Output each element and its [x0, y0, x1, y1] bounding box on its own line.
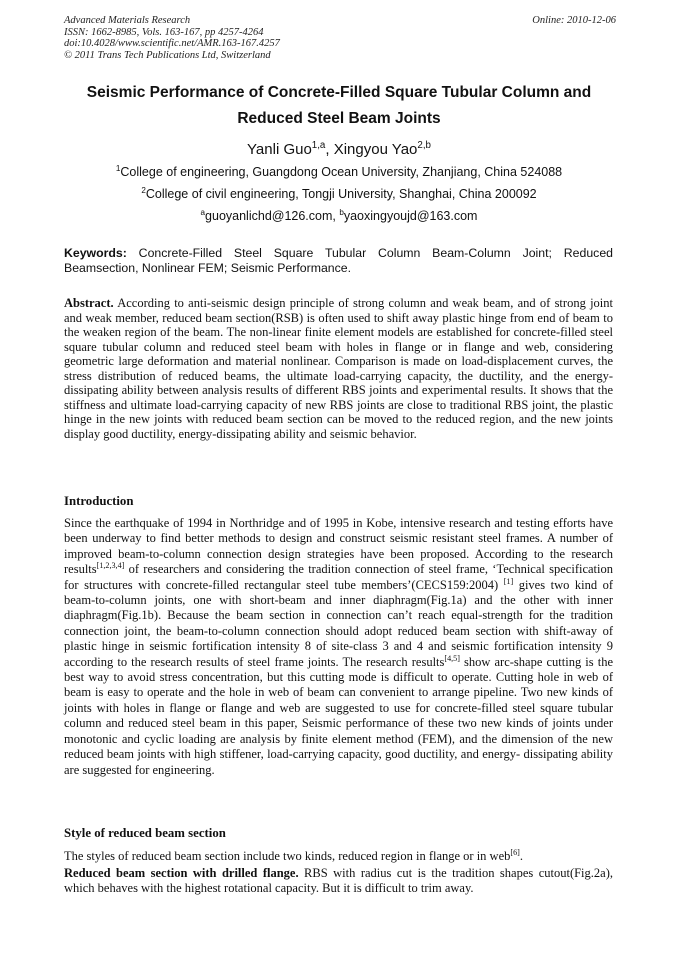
- intro-text-1: Since the earthquake of 1994 in Northridge and of 1995 in Kobe, intensive research and testing efforts have been underway to find better methods to design and construct seismic resistant steel frames. A number of improved beam-to-column connection design strategies have been proposed. According to the research results: [64, 516, 613, 577]
- affiliation-2: [40, 186, 638, 202]
- email-a-sup: a: [200, 207, 206, 217]
- journal-header: [64, 15, 616, 61]
- affiliation-2-sup: 2: [141, 185, 146, 195]
- author-list: [40, 140, 638, 160]
- style-text-1-end: .: [519, 849, 523, 863]
- paper-title: [40, 80, 638, 132]
- intro-ref-2: [1]: [503, 576, 514, 586]
- author-1-sup: 1,a: [311, 140, 326, 151]
- author-1: Yanli Guo: [247, 141, 312, 158]
- author-2-sup: 2,b: [417, 140, 431, 151]
- author-separator: ,: [325, 141, 334, 158]
- style-text-2: RBS with radius cut is the tradition shapes cutout(Fig.2a), which behaves with the highest rotational capacity. But it is difficult to trim away.: [64, 866, 613, 896]
- abstract-text: According to anti-seismic design principle of strong column and weak beam, and of strong joint and weak member, reduced beam section(RSB) is often used to shift away plastic hinge from end of beam to the weaken region of the beam. The non-linear finite element models are established for concrete-filled steel square tubular column and reduced steel beam with holes in flange or in flange and web, considering geometric large deformation and material nonlinear. Comparison is made on load-displacement curves, the stress distribution of reduced beams, the ultimate load-carrying capacity, the ductility, and the energy-dissipating ability between analysis results of different RBS joints and experimental results. It shows that the stiffness and ultimate load-carrying capacity of new RBS joints are close to traditional RBS joint, the plastic hinge in the new joints with reduced beam section can be moved to the reduced region, and the new joints display good ductility, energy-dissipating ability and seismic behavior.: [64, 296, 613, 441]
- affiliation-1-sup: 1: [115, 163, 121, 173]
- intro-ref-1: [1,2,3,4]: [96, 561, 125, 571]
- style-text-1: The styles of reduced beam section include two kinds, reduced region in flange or in web: [64, 849, 511, 863]
- keywords-block: [64, 246, 613, 275]
- email-b: yaoxingyoujd@163.com: [343, 209, 478, 223]
- intro-ref-3: [4,5]: [444, 653, 460, 663]
- copyright-line: © 2011 Trans Tech Publications Ltd, Switzerland: [64, 49, 271, 61]
- author-2: Xingyou Yao: [333, 141, 418, 158]
- email-b-sup: b: [339, 207, 344, 217]
- style-paragraph-1: [64, 849, 613, 864]
- keywords-label: Keywords:: [64, 246, 127, 260]
- affiliation-1: [40, 164, 638, 180]
- style-paragraph-2: [64, 866, 613, 897]
- introduction-heading: Introduction: [64, 494, 134, 508]
- online-date: Online: 2010-12-06: [532, 15, 616, 26]
- style-paragraph-2-lead: Reduced beam section with drilled flange.: [64, 866, 299, 880]
- email-a: guoyanlichd@126.com,: [205, 209, 340, 223]
- abstract-label: Abstract.: [64, 296, 114, 310]
- intro-text-3: gives two kind of beam-to-column joints, one with short-beam and inner diaphragm(Fig.1a) and the other with inner diaphragm(Fig.1b). Because the beam section in connection can’t reach equal-strength for the tradition connection joint, the beam-to-column connection should adopt reduced beam section with shift-away of plastic hinge in seismic fortification intensity 8 of site-class 3 and 4 and seismic fortification intensity 9 according to the research results of steel frame joints. The research results: [64, 577, 613, 669]
- doi-line: doi:10.4028/www.scientific.net/AMR.163-167.4257: [64, 38, 280, 49]
- abstract-block: [64, 296, 613, 441]
- style-ref-1: [6]: [510, 847, 520, 857]
- intro-text-4: show arc-shape cutting is the best way to avoid stress concentration, but this cutting mode is difficult to operate. Cutting hole in web of beam is easy to operate and the hole in web of beam can convenient to arrange pipeline. Two new kinds of joints with holes in flange or flange and web are suggested to use for concrete-filled steel square tubular column and reduced steel beam in this paper, Seismic performance of these two new kinds of joints under monotonic and cyclic loading are analysis by finite element method (FEM), and the dimension of the new reduced beam joints with high stiffener, load-carrying capacity, good ductility, and energy- dissipating ability are suggested for engineering.: [64, 654, 613, 777]
- journal-name: Advanced Materials Research: [64, 15, 191, 26]
- title-line-1: Seismic Performance of Concrete-Filled Square Tubular Column and: [86, 84, 592, 101]
- title-line-2: Reduced Steel Beam Joints: [237, 110, 441, 127]
- style-section-heading: Style of reduced beam section: [64, 826, 226, 840]
- keywords-text: Concrete-Filled Steel Square Tubular Column Beam-Column Joint; Reduced Beamsection, Nonlinear FEM; Seismic Performance.: [64, 246, 613, 275]
- introduction-paragraph: [64, 516, 613, 778]
- intro-text-2: of researchers and considering the tradition connection of steel frame, ‘Technical specification for structures with concrete-filled rectangular steel tube members’(CECS159:2004): [64, 562, 613, 592]
- affiliation-1-text: College of engineering, Guangdong Ocean University, Zhanjiang, China 524088: [120, 165, 563, 179]
- author-emails: [40, 208, 638, 224]
- issn-line: ISSN: 1662-8985, Vols. 163-167, pp 4257-4264: [64, 26, 264, 38]
- affiliation-2-text: College of civil engineering, Tongji University, Shanghai, China 200092: [145, 187, 537, 201]
